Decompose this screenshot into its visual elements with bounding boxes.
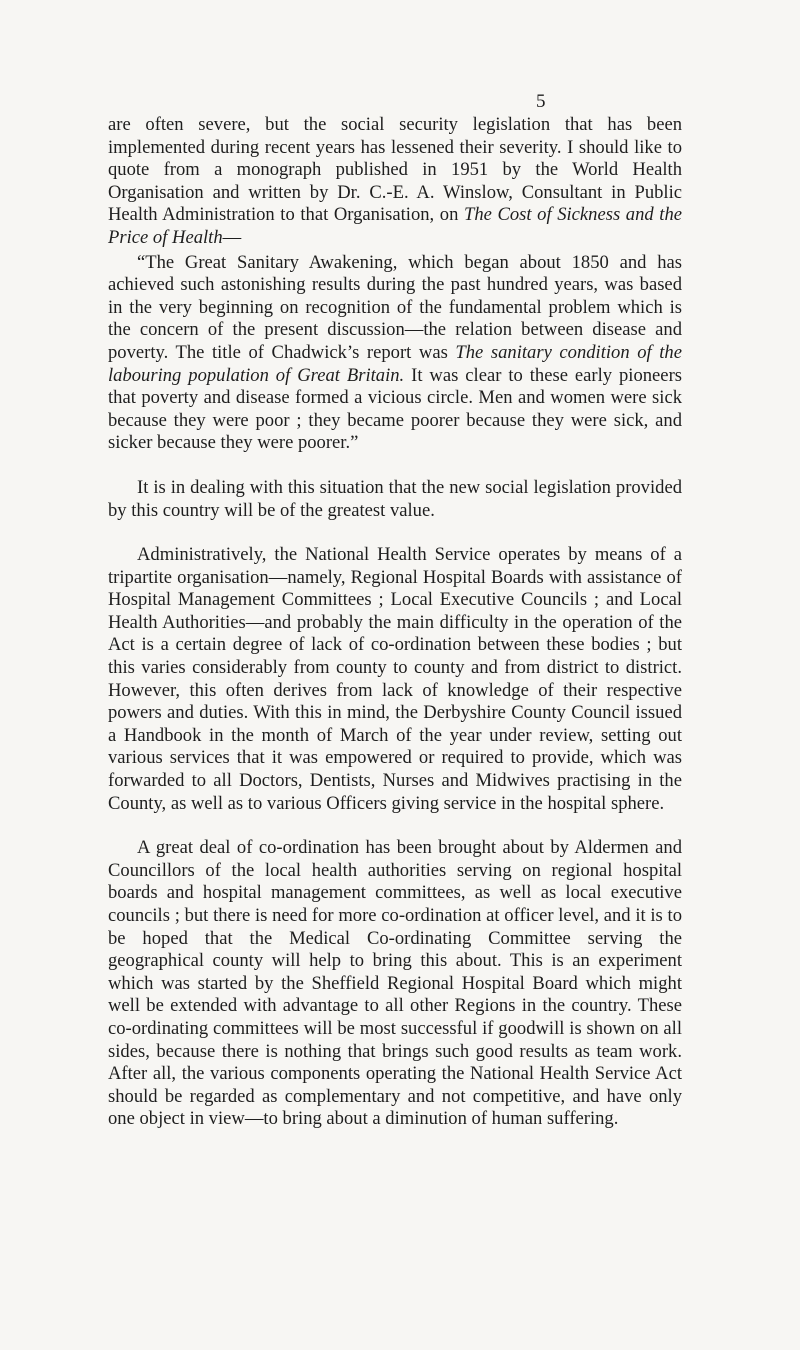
italic-title-text: The sanitary condition of the labouring population of Great Britain. (108, 341, 682, 386)
paragraph-text: It was clear to these early pioneers that poverty and disease formed a vicious circle. Men and women were sick because they were poor ; they became poorer because they were sick, and sicker because they were poorer.” (108, 364, 682, 454)
italic-title-text: The Cost of Sickness and the Price of Health (108, 204, 682, 248)
paragraph-text: It is in dealing with this situation that the new social legislation provided by this country will be of the greatest value. (108, 476, 682, 521)
page-number: 5 (536, 91, 546, 112)
paragraph-legislation (108, 477, 682, 522)
paragraph-text: “The Great Sanitary Awakening, which began about 1850 and has achieved such astonishing results during the past hundred years, was based in the very beginning on recognition of the fundamental problem which is the concern of the present discussion—the relation between disease and poverty. The title of Chadwick’s report was (108, 251, 682, 363)
paragraph-intro (108, 114, 682, 250)
paragraph-quotation (108, 252, 682, 455)
paragraph-text: are often severe, but the social security legislation that has been implemented during recent years has lessened their severity. I should like to quote from a monograph published in 1951 by the World Health Organisation and written by Dr. C.-E. A. Winslow, Consultant in Public Health Administration to that Organisation, on (108, 114, 682, 226)
paragraph-administration (108, 544, 682, 815)
paragraph-text: Administratively, the National Health Service operates by means of a tripartite organisation—namely, Regional Hospital Boards with assistance of Hospital Management Committees ; Local Executive Councils ; and Local Health Authorities—and probably the main difficulty in the operation of the Act is a certain degree of lack of co-ordination between these bodies ; but this varies considerably from county to county and from district to district. However, this often derives from lack of knowledge of their respective powers and duties. With this in mind, the Derbyshire County Council issued a Handbook in the month of March of the year under review, setting out various services that it was empowered or required to provide, which was forwarded to all Doctors, Dentists, Nurses and Midwives practising in the County, as well as to various Officers giving service in the hospital sphere. (108, 544, 682, 814)
body-text (108, 114, 682, 1131)
paragraph-text: A great deal of co-ordination has been brought about by Aldermen and Councillors of the local health authorities serving on regional hospital boards and hospital management committees, as well as local executive councils ; but there is need for more co-ordination at officer level, and it is to be hoped that the Medical Co-ordinating Committee serving the geographical county will help to bring this about. This is an experiment which was started by the Sheffield Regional Hospital Board which might well be extended with advantage to all other Regions in the country. These co-ordinating committees will be most successful if goodwill is shown on all sides, because there is nothing that brings such good results as team work. After all, the various components operating the National Health Service Act should be regarded as complementary and not competitive, and have only one object in view—to bring about a diminution of human suffering. (108, 837, 682, 1130)
paragraph-text: — (222, 226, 242, 248)
paragraph-coordination (108, 837, 682, 1131)
